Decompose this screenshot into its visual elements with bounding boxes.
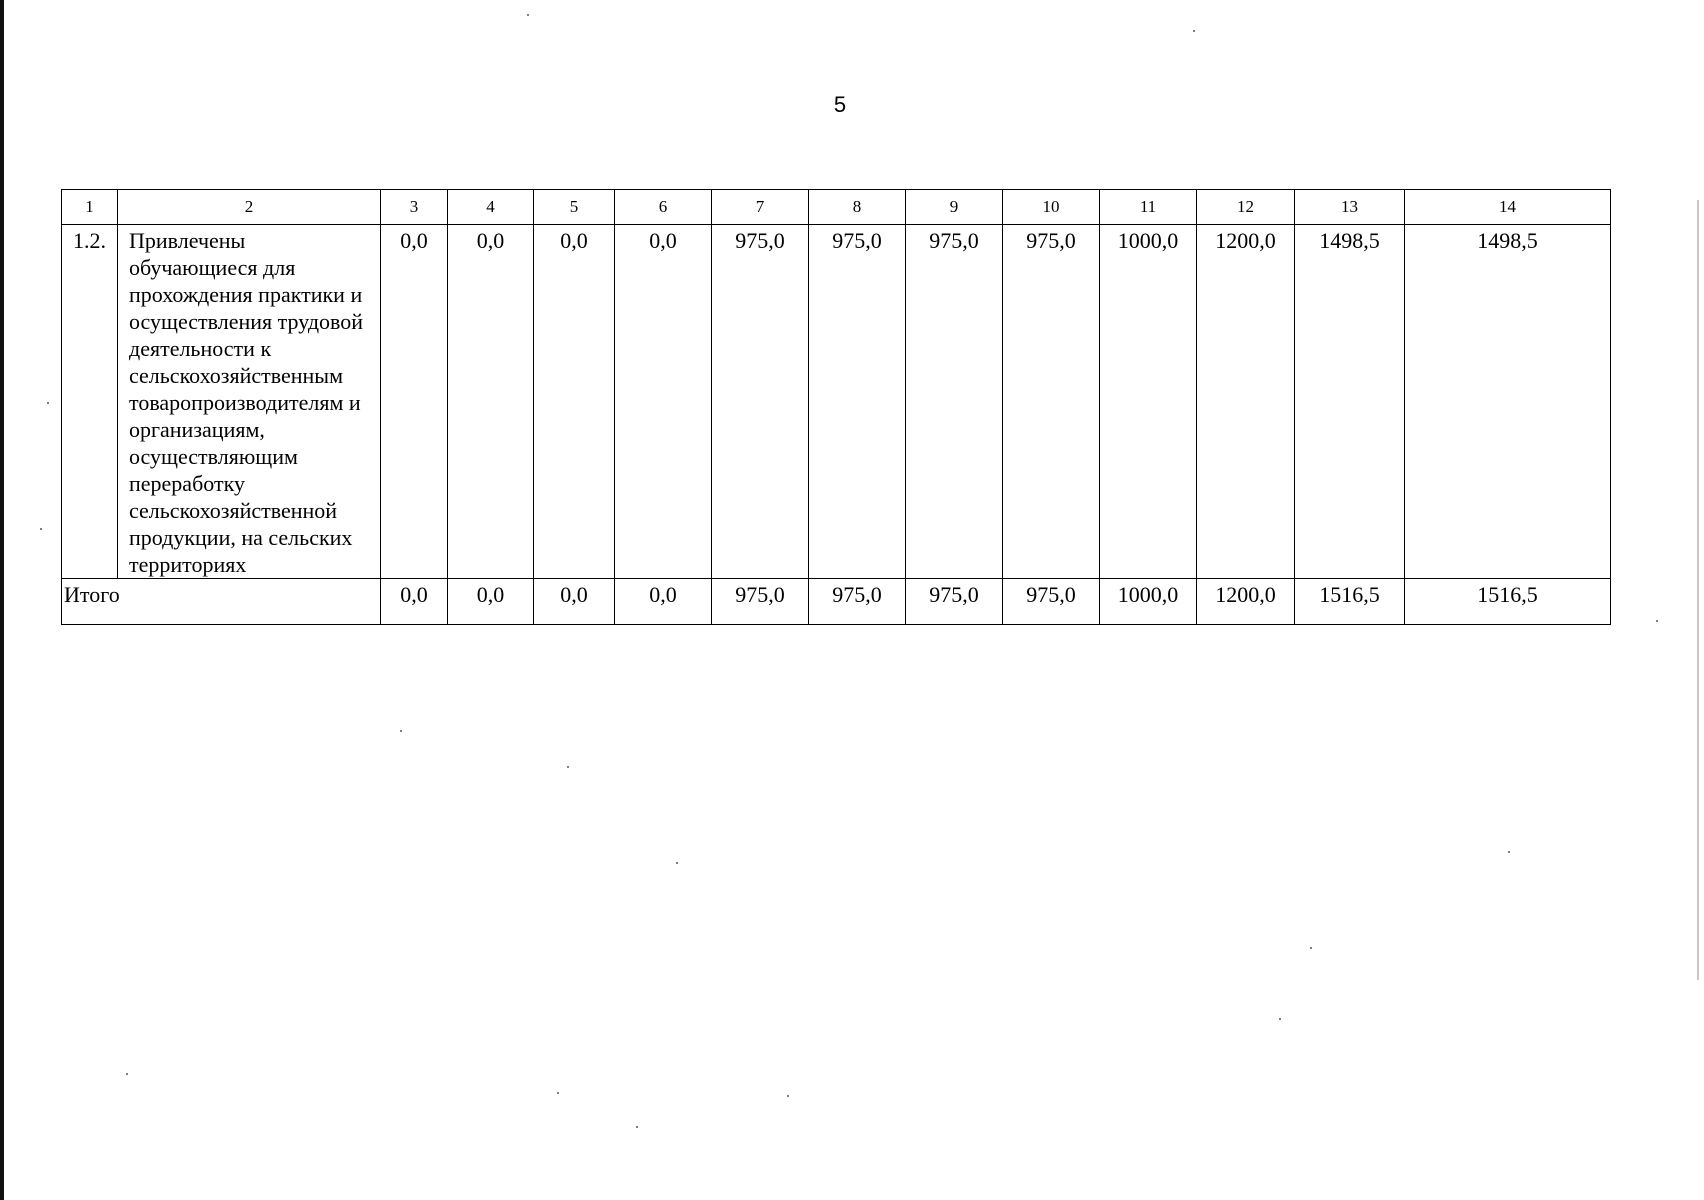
page-number: 5	[833, 92, 847, 117]
total-cell: 1516,5	[1405, 579, 1611, 625]
total-label: Итого	[62, 579, 381, 625]
column-header: 14	[1405, 190, 1611, 225]
scan-speck	[126, 1073, 128, 1075]
table-cell: 1000,0	[1100, 225, 1197, 579]
column-header: 2	[118, 190, 381, 225]
table-cell: 0,0	[615, 225, 712, 579]
total-cell: 0,0	[615, 579, 712, 625]
column-header: 6	[615, 190, 712, 225]
total-row	[62, 579, 1611, 625]
scan-right-edge	[1697, 200, 1699, 980]
column-header: 13	[1295, 190, 1405, 225]
scan-speck	[1310, 947, 1312, 949]
table-cell: 0,0	[448, 225, 534, 579]
table-row	[62, 225, 1611, 579]
table-cell: 975,0	[906, 225, 1003, 579]
total-cell: 0,0	[448, 579, 534, 625]
total-cell: 975,0	[1003, 579, 1100, 625]
table-cell: 1200,0	[1197, 225, 1295, 579]
scan-speck	[400, 730, 402, 732]
total-cell: 0,0	[534, 579, 615, 625]
column-header: 11	[1100, 190, 1197, 225]
table-cell: 975,0	[809, 225, 906, 579]
table-cell: 975,0	[712, 225, 809, 579]
column-header: 5	[534, 190, 615, 225]
scan-speck	[1508, 851, 1510, 853]
column-header: 9	[906, 190, 1003, 225]
scan-speck	[557, 1092, 559, 1094]
total-cell: 975,0	[906, 579, 1003, 625]
scan-speck	[527, 14, 529, 16]
table-cell: 0,0	[534, 225, 615, 579]
scan-speck	[40, 528, 42, 530]
row-number: 1.2.	[62, 225, 118, 579]
scan-speck	[1193, 30, 1195, 32]
scan-speck	[1656, 620, 1658, 622]
column-header: 10	[1003, 190, 1100, 225]
scan-speck	[567, 766, 569, 768]
table-cell: 1498,5	[1295, 225, 1405, 579]
table-header-row	[62, 190, 1611, 225]
scan-speck	[47, 402, 49, 404]
column-header: 8	[809, 190, 906, 225]
row-description: Привлечены обучающиеся для прохождения практики и осуществления трудовой деятельности к сельскохозяйственным товаропроизводителям и организациям, осуществляющим переработку сельскохозяйственной продукции, на сельских территориях	[118, 225, 381, 579]
table-cell: 975,0	[1003, 225, 1100, 579]
scan-speck	[1279, 1018, 1281, 1020]
scan-speck	[636, 1126, 638, 1128]
scan-speck	[676, 862, 678, 864]
total-cell: 1516,5	[1295, 579, 1405, 625]
column-header: 7	[712, 190, 809, 225]
column-header: 3	[381, 190, 448, 225]
total-cell: 975,0	[712, 579, 809, 625]
total-cell: 975,0	[809, 579, 906, 625]
table-cell: 0,0	[381, 225, 448, 579]
total-cell: 1000,0	[1100, 579, 1197, 625]
table-cell: 1498,5	[1405, 225, 1611, 579]
column-header: 4	[448, 190, 534, 225]
data-table	[61, 189, 1611, 625]
column-header: 1	[62, 190, 118, 225]
scan-speck	[787, 1095, 789, 1097]
column-header: 12	[1197, 190, 1295, 225]
total-cell: 0,0	[381, 579, 448, 625]
scan-left-edge	[0, 0, 4, 1200]
total-cell: 1200,0	[1197, 579, 1295, 625]
